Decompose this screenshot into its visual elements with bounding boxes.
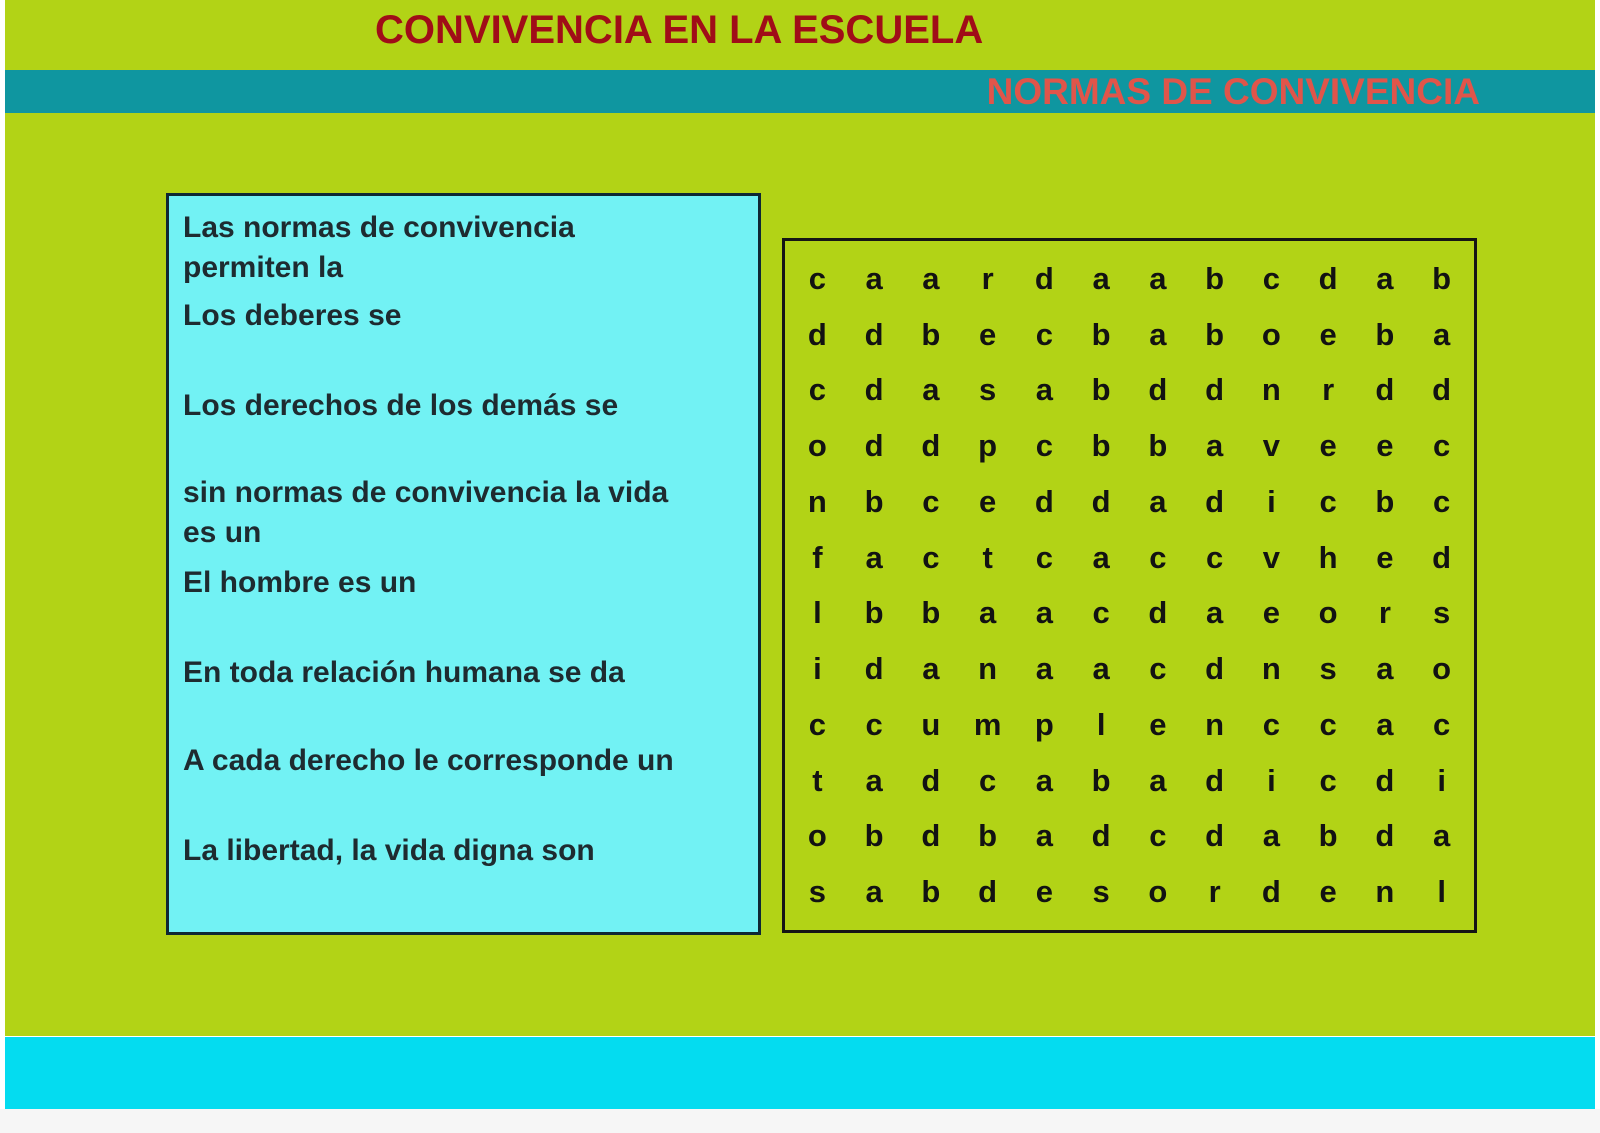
grid-letter[interactable]: d [1148,372,1168,408]
grid-letter[interactable]: b [1205,316,1225,352]
grid-letter[interactable]: c [1262,706,1280,742]
grid-letter[interactable]: r [1322,372,1335,408]
grid-letter[interactable]: d [1148,595,1168,631]
grid-letter[interactable]: d [1205,651,1225,687]
grid-letter[interactable]: o [1432,651,1452,687]
grid-letter[interactable]: c [808,372,826,408]
grid-letter[interactable]: e [1376,539,1394,575]
grid-letter[interactable]: b [864,818,884,854]
grid-letter[interactable]: d [921,762,941,798]
grid-letter[interactable]: a [1433,316,1451,352]
grid-letter[interactable]: l [813,595,822,631]
grid-letter[interactable]: a [865,762,883,798]
grid-letter[interactable]: a [1206,428,1224,464]
grid-letter[interactable]: c [922,539,940,575]
grid-letter[interactable]: d [864,428,884,464]
grid-letter[interactable]: a [1035,595,1053,631]
subtitle: NORMAS DE CONVIVENCIA [986,71,1480,112]
grid-letter[interactable]: m [973,706,1002,742]
grid-letter[interactable]: a [922,372,940,408]
grid-letter[interactable]: a [1035,762,1053,798]
grid-letter[interactable]: d [1375,372,1395,408]
grid-letter[interactable]: o [807,818,827,854]
grid-letter[interactable]: a [865,539,883,575]
grid-letter[interactable]: c [1433,706,1451,742]
grid-letter[interactable]: e [1149,706,1167,742]
grid-letter[interactable]: b [1091,316,1111,352]
grid-letter[interactable]: d [1318,260,1338,296]
grid-letter[interactable]: c [865,706,883,742]
grid-letter[interactable]: b [864,483,884,519]
grid-letter[interactable]: v [1262,428,1280,464]
grid-letter[interactable]: h [1318,539,1338,575]
grid-letter[interactable]: i [1267,483,1276,519]
grid-letter[interactable]: d [1034,483,1054,519]
grid-letter[interactable]: e [1319,874,1337,910]
grid-letter[interactable]: c [1433,428,1451,464]
grid-letter[interactable]: o [1148,874,1168,910]
grid-letter[interactable]: e [1262,595,1280,631]
grid-letter[interactable]: b [921,595,941,631]
grid-letter[interactable]: l [1096,706,1106,742]
grid-letter[interactable]: d [1091,818,1111,854]
grid-letter[interactable]: r [1208,874,1221,910]
grid-letter[interactable]: a [1092,539,1110,575]
grid-letter[interactable]: a [979,595,997,631]
grid-letter[interactable]: a [1262,818,1280,854]
grid-letter[interactable]: e [979,316,997,352]
grid-letter[interactable]: d [1034,260,1054,296]
grid-letter[interactable]: a [1035,651,1053,687]
grid-letter[interactable]: a [1206,595,1224,631]
grid-letter[interactable]: b [1205,260,1225,296]
grid-letter[interactable]: a [1376,651,1394,687]
grid-letter[interactable]: s [979,372,997,408]
grid-letter[interactable]: e [1319,428,1337,464]
grid-letter[interactable]: o [1261,316,1281,352]
grid-letter[interactable]: c [1035,316,1053,352]
grid-letter[interactable]: d [1432,539,1452,575]
grid-letter[interactable]: a [922,260,940,296]
subtitle-bar [5,70,1595,113]
grid-letter[interactable]: n [1261,372,1281,408]
grid-letter[interactable]: a [1433,818,1451,854]
grid-letter[interactable]: d [1205,762,1225,798]
grid-letter[interactable]: b [1375,316,1395,352]
grid-letter[interactable]: d [978,874,998,910]
grid-letter[interactable]: c [1035,539,1053,575]
clue-line: A cada derecho le corresponde un [183,744,674,777]
grid-letter[interactable]: i [1437,762,1446,798]
grid-letter[interactable]: n [1375,874,1395,910]
grid-letter[interactable]: a [1035,818,1053,854]
grid-letter[interactable]: n [978,651,998,687]
grid-letter[interactable]: a [865,874,883,910]
clue-line: En toda relación humana se da [183,656,625,689]
clue-line: sin normas de convivencia la vida [183,476,669,509]
clue-line: La libertad, la vida digna son [183,834,595,867]
grid-letter[interactable]: d [1205,483,1225,519]
grid-letter[interactable]: e [1035,874,1053,910]
grid-letter[interactable]: d [1261,874,1281,910]
grid-letter[interactable]: b [1148,428,1168,464]
grid-letter[interactable]: b [921,874,941,910]
grid-letter[interactable]: d [864,372,884,408]
grid-letter[interactable]: s [808,874,826,910]
grid-letter[interactable]: b [1432,260,1452,296]
grid-letter[interactable]: d [864,651,884,687]
grid-letter[interactable]: d [1091,483,1111,519]
grid-letter[interactable]: a [1149,260,1167,296]
clue-line: es un [183,516,262,549]
grid-letter[interactable]: b [1091,762,1111,798]
grid-letter[interactable]: d [864,316,884,352]
grid-letter[interactable]: t [982,539,993,575]
grid-letter[interactable]: s [1319,651,1337,687]
grid-letter[interactable]: r [1378,595,1391,631]
grid-letter[interactable]: d [1205,372,1225,408]
grid-letter[interactable]: n [1261,651,1281,687]
grid-letter[interactable]: a [1092,651,1110,687]
grid-letter[interactable]: a [1376,706,1394,742]
page-margin [0,1109,1600,1133]
footer-bar [5,1037,1595,1109]
grid-letter[interactable]: d [1432,372,1452,408]
grid-letter[interactable]: u [921,706,941,742]
page-title: CONVIVENCIA EN LA ESCUELA [375,8,984,52]
grid-letter[interactable]: a [1149,762,1167,798]
grid-letter[interactable]: c [808,706,826,742]
clue-line: Los derechos de los demás se [183,389,619,422]
clue-line: El hombre es un [183,566,417,599]
grid-letter[interactable]: e [1319,316,1337,352]
grid-letter[interactable]: n [1205,706,1225,742]
grid-letter[interactable]: b [864,595,884,631]
grid-letter[interactable]: c [1149,539,1167,575]
grid-letter[interactable]: b [1375,483,1395,519]
grid-letter[interactable]: a [1092,260,1110,296]
grid-letter[interactable]: c [1262,260,1280,296]
grid-letter[interactable]: c [1035,428,1053,464]
grid-letter[interactable]: c [1206,539,1224,575]
clue-line: Las normas de convivencia [183,211,575,244]
grid-letter[interactable]: a [1149,316,1167,352]
grid-letter[interactable]: r [981,260,994,296]
grid-letter[interactable]: f [812,539,823,575]
grid-letter[interactable]: p [978,428,998,464]
grid-letter[interactable]: c [1319,706,1337,742]
grid-letter[interactable]: l [1437,874,1446,910]
grid-letter[interactable]: v [1262,539,1280,575]
grid-letter[interactable]: d [807,316,827,352]
grid-letter[interactable]: c [922,483,940,519]
grid-letter[interactable]: c [1092,595,1110,631]
clue-line: permiten la [183,251,344,284]
wordsearch-grid [782,238,1477,933]
grid-letter[interactable]: t [812,762,823,798]
grid-letter[interactable]: b [978,818,998,854]
grid-letter[interactable]: d [1205,818,1225,854]
clues-panel [166,193,761,935]
grid-letter[interactable]: e [979,483,997,519]
grid-letter[interactable]: d [1375,762,1395,798]
grid-letter[interactable]: b [921,316,941,352]
grid-letter[interactable]: a [1149,483,1167,519]
grid-letter[interactable]: o [807,428,827,464]
grid-letter[interactable]: c [979,762,997,798]
grid-letter[interactable]: s [1433,595,1451,631]
grid-letter[interactable]: c [808,260,826,296]
grid-letter[interactable]: a [865,260,883,296]
grid-letter[interactable]: a [1376,260,1394,296]
grid-letter[interactable]: e [1376,428,1394,464]
grid-letter[interactable]: d [921,428,941,464]
grid-letter[interactable]: c [1319,762,1337,798]
grid-letter[interactable]: c [1149,651,1167,687]
grid-letter[interactable]: o [1318,595,1338,631]
grid-letter[interactable]: a [1035,372,1053,408]
grid-letter[interactable]: b [1091,372,1111,408]
grid-letter[interactable]: i [813,651,822,687]
grid-letter[interactable]: a [922,651,940,687]
grid-letter[interactable]: b [1091,428,1111,464]
grid-letter[interactable]: c [1319,483,1337,519]
grid-letter[interactable]: b [1318,818,1338,854]
grid-letter[interactable]: d [1375,818,1395,854]
grid-letter[interactable]: p [1034,706,1054,742]
grid-letter[interactable]: n [807,483,827,519]
grid-letter[interactable]: d [921,818,941,854]
grid-letter[interactable]: s [1092,874,1110,910]
grid-letter[interactable]: c [1149,818,1167,854]
grid-letter[interactable]: c [1433,483,1451,519]
grid-letter[interactable]: i [1267,762,1276,798]
clue-line: Los deberes se [183,299,402,332]
